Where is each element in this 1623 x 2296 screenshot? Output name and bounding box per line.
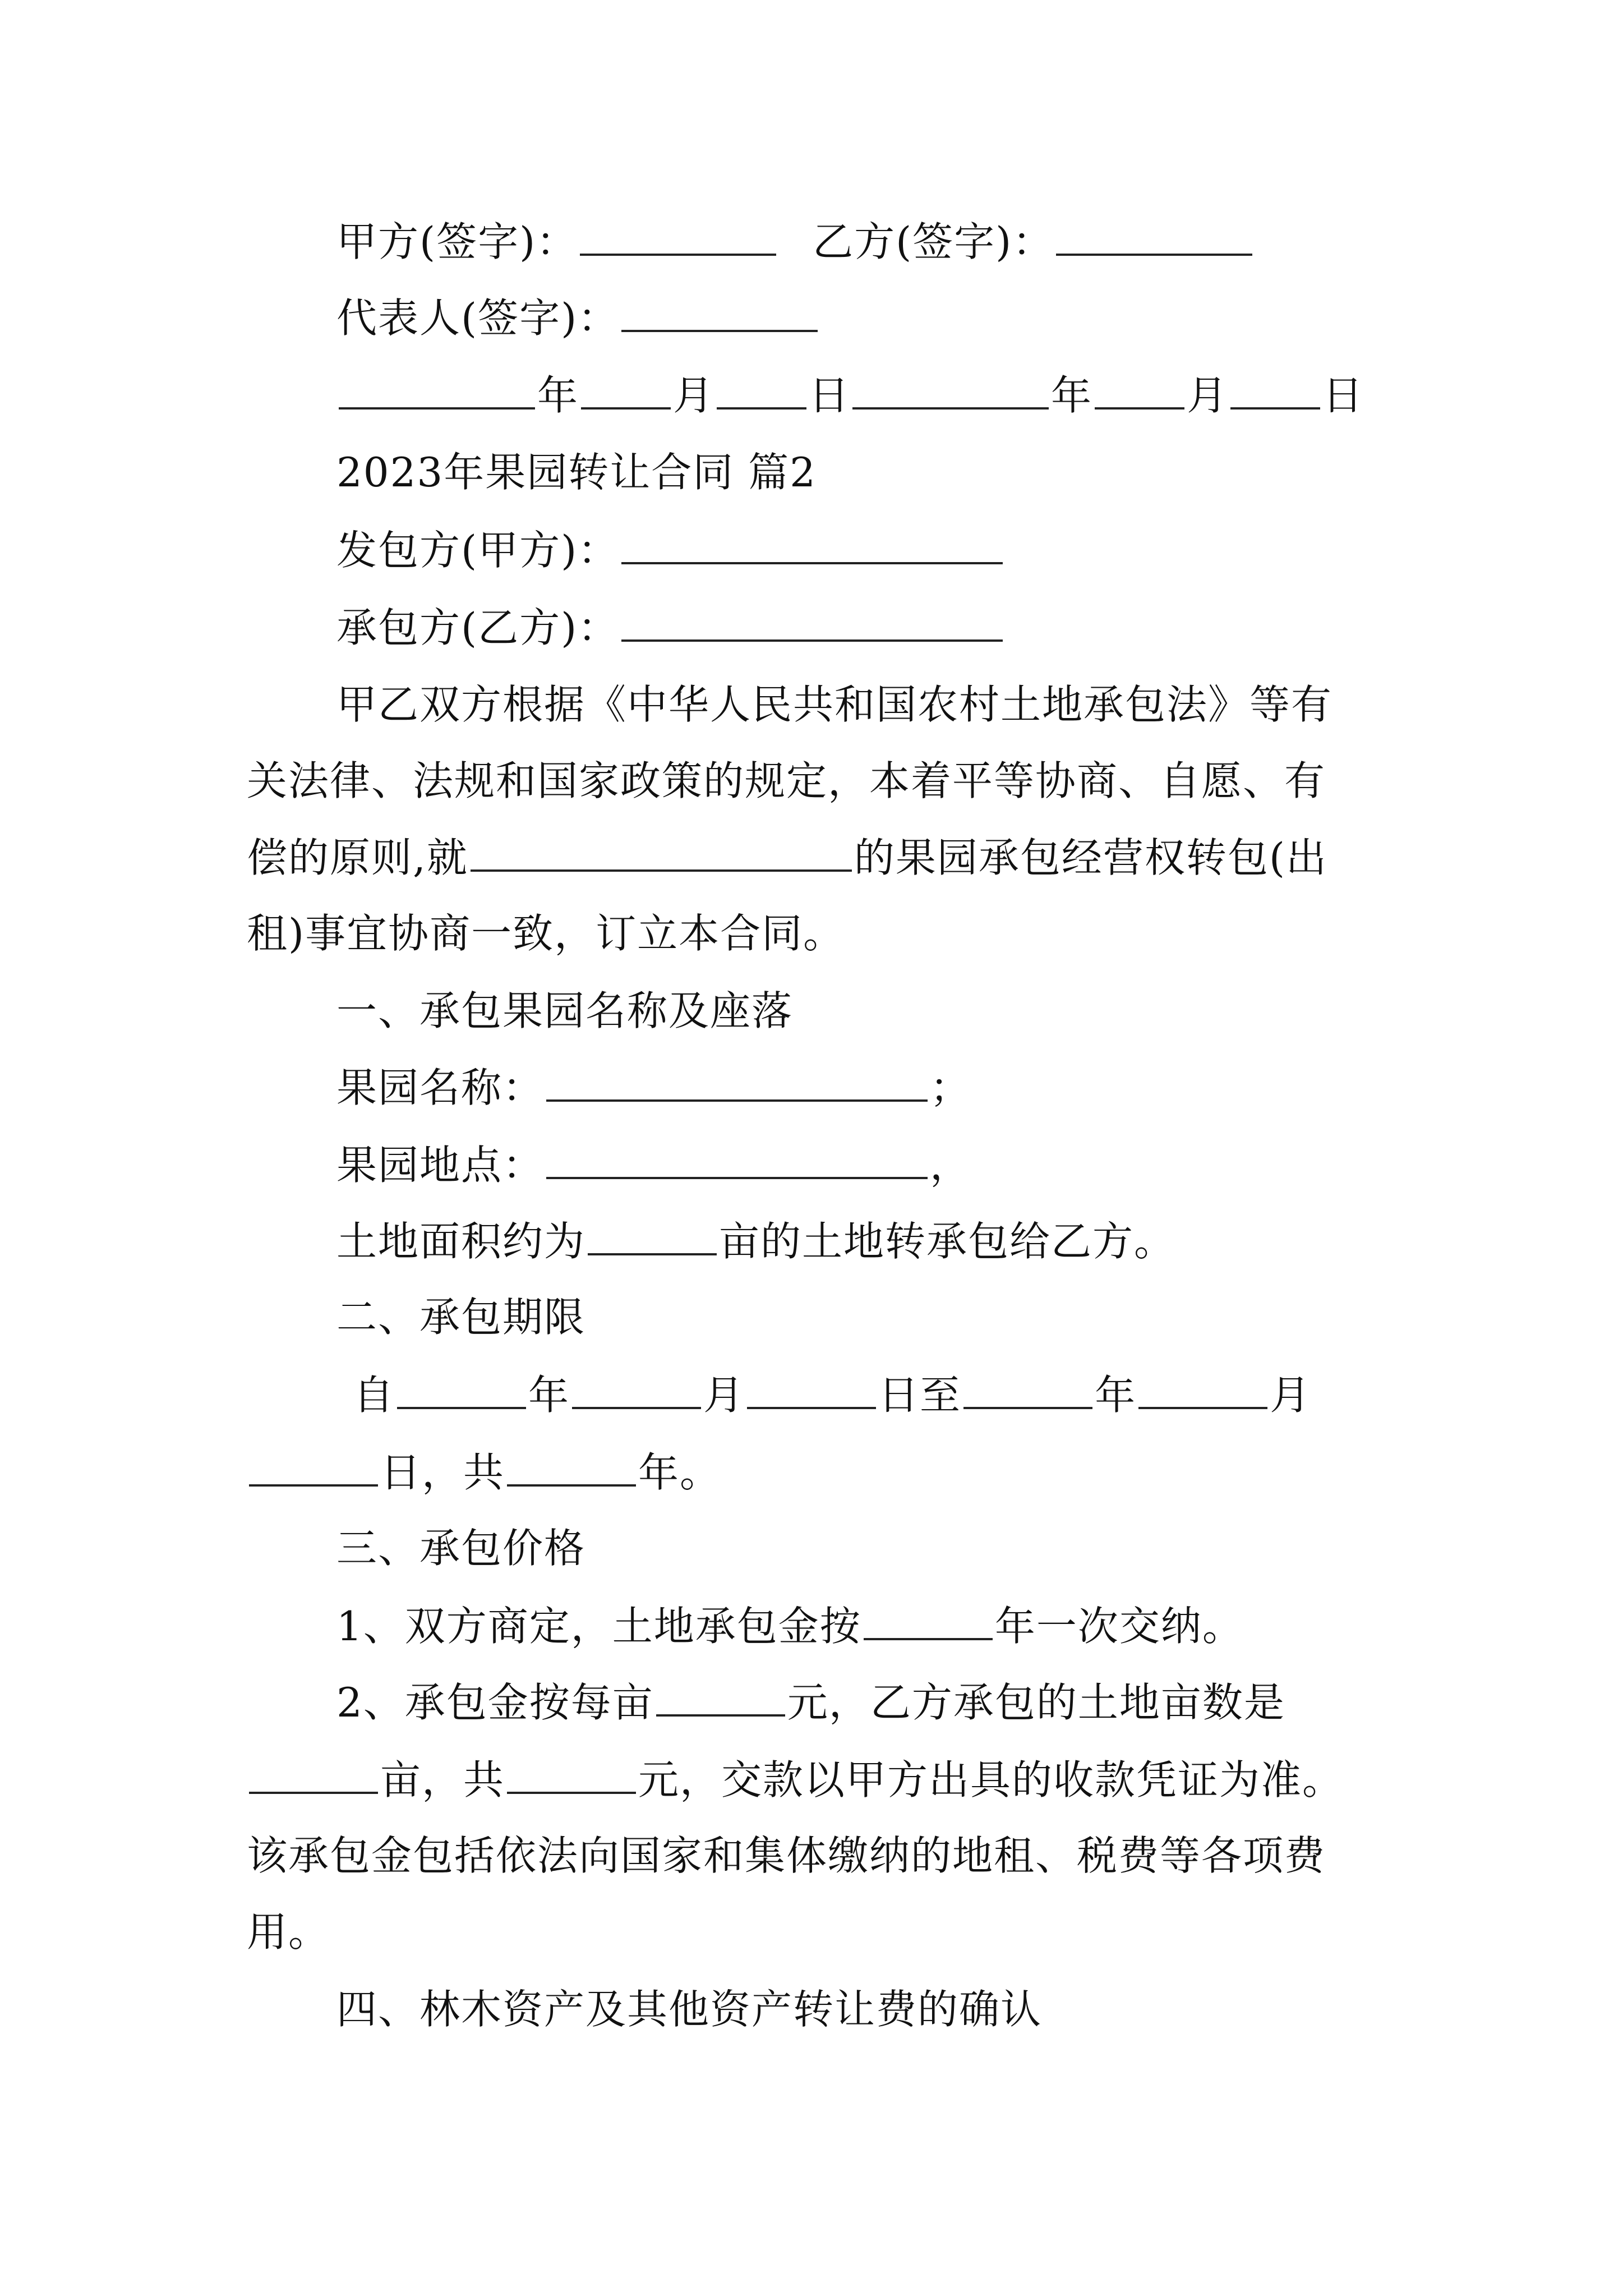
term-year-end: 年。 xyxy=(638,1449,722,1496)
section-1-heading: 一、承包果园名称及座落 xyxy=(336,987,794,1034)
orchard-location-blank xyxy=(546,1144,928,1179)
orchard-name-label: 果园名称： xyxy=(336,1064,545,1111)
orchard-name-blank xyxy=(546,1067,928,1102)
party-a-signature-label: 甲方(签字)： xyxy=(336,218,578,265)
orchard-location-row xyxy=(336,1142,972,1189)
term-end-month-blank xyxy=(1138,1374,1267,1409)
party-b-signature-label: 乙方(签字)： xyxy=(813,218,1054,265)
price-item-2-line-2 xyxy=(247,1756,1344,1803)
contractor-blank xyxy=(621,607,1003,642)
intro-line-3-end: 的果园承包经营权转包(出 xyxy=(854,834,1327,881)
orchard-name-row xyxy=(336,1064,972,1111)
date-day-label-2: 日 xyxy=(1322,372,1364,419)
date-month-label-2: 月 xyxy=(1187,372,1229,419)
intro-line-1: 甲乙双方根据《中华人民共和国农村土地承包法》等有 xyxy=(336,681,1333,728)
party-b-signature-blank xyxy=(1056,221,1252,256)
issuer-row xyxy=(336,527,1005,574)
land-area-row xyxy=(336,1218,1176,1265)
land-area-start: 土地面积约为 xyxy=(336,1218,586,1265)
orchard-location-end: ， xyxy=(930,1142,972,1189)
representative-signature-blank xyxy=(621,297,818,332)
term-end-year-label: 年 xyxy=(1095,1372,1137,1419)
representative-row xyxy=(336,295,820,342)
term-total-years-blank xyxy=(507,1452,636,1487)
date-year-blank-2 xyxy=(852,375,1049,409)
section-3-heading: 三、承包价格 xyxy=(336,1525,586,1572)
price-per-mu-blank xyxy=(656,1682,785,1717)
term-start-year-blank xyxy=(397,1374,526,1409)
date-year-label-2: 年 xyxy=(1051,372,1093,419)
contractor-row xyxy=(336,604,1005,651)
price-item-2-receipt: 元，交款以甲方出具的收款凭证为准。 xyxy=(638,1756,1344,1803)
representative-signature-label: 代表人(签字)： xyxy=(336,295,620,342)
land-mu-blank xyxy=(249,1759,378,1794)
payment-interval-blank xyxy=(864,1605,993,1640)
date-day-blank-2 xyxy=(1230,375,1320,409)
term-start-month-blank xyxy=(572,1374,701,1409)
date-year-blank xyxy=(339,375,535,409)
term-start-month-label: 月 xyxy=(703,1372,745,1419)
date-month-blank-2 xyxy=(1095,375,1184,409)
date-row xyxy=(336,372,1364,419)
price-item-2-start: 2、承包金按每亩 xyxy=(336,1679,654,1726)
price-item-2-mid: 元，乙方承包的土地亩数是 xyxy=(787,1679,1285,1726)
term-end-day-blank xyxy=(249,1452,378,1487)
orchard-blank xyxy=(471,837,852,872)
price-item-1-end: 年一次交纳。 xyxy=(994,1603,1244,1650)
intro-line-4: 租)事宜协商一致，订立本合同。 xyxy=(247,910,845,957)
price-item-2-line-1 xyxy=(336,1679,1285,1726)
price-item-1-start: 1、双方商定，土地承包金按 xyxy=(336,1603,861,1650)
price-item-2-line-3: 该承包金包括依法向国家和集体缴纳的地租、税费等各项费 xyxy=(247,1832,1326,1879)
total-amount-blank xyxy=(507,1759,636,1794)
intro-line-3-start: 偿的原则,就 xyxy=(247,834,468,881)
date-day-blank xyxy=(717,375,806,409)
term-row-1 xyxy=(353,1372,1312,1419)
date-year-label: 年 xyxy=(537,372,579,419)
section-2-heading: 二、承包期限 xyxy=(336,1294,586,1341)
intro-line-2: 关法律、法规和国家政策的规定，本着平等协商、自愿、有 xyxy=(247,757,1326,804)
term-end-month-label: 月 xyxy=(1270,1372,1312,1419)
orchard-name-end: ； xyxy=(930,1064,972,1111)
intro-line-3 xyxy=(247,834,1327,881)
date-month-blank xyxy=(581,375,671,409)
signature-row xyxy=(336,218,1255,265)
term-row-2 xyxy=(247,1449,722,1496)
issuer-label: 发包方(甲方)： xyxy=(336,527,620,574)
term-from: 自 xyxy=(353,1372,395,1419)
date-month-label: 月 xyxy=(673,372,715,419)
orchard-location-label: 果园地点： xyxy=(336,1142,545,1189)
term-day-total: 日，共 xyxy=(380,1449,505,1496)
price-item-2-line-4: 用。 xyxy=(247,1908,330,1955)
party-a-signature-blank xyxy=(580,221,776,256)
land-area-end: 亩的土地转承包给乙方。 xyxy=(719,1218,1176,1265)
term-start-year-label: 年 xyxy=(528,1372,570,1419)
section-4-heading: 四、林木资产及其他资产转让费的确认 xyxy=(336,1986,1043,2033)
price-item-2-total: 亩，共 xyxy=(380,1756,505,1803)
land-area-blank xyxy=(588,1221,717,1255)
issuer-blank xyxy=(621,530,1003,564)
contractor-label: 承包方(乙方)： xyxy=(336,604,620,651)
date-day-label: 日 xyxy=(809,372,851,419)
term-to: 日至 xyxy=(878,1372,962,1419)
price-item-1 xyxy=(336,1603,1244,1650)
contract-title: 2023年果园转让合同 篇2 xyxy=(336,449,817,496)
term-end-year-blank xyxy=(963,1374,1092,1409)
term-start-day-blank xyxy=(747,1374,876,1409)
